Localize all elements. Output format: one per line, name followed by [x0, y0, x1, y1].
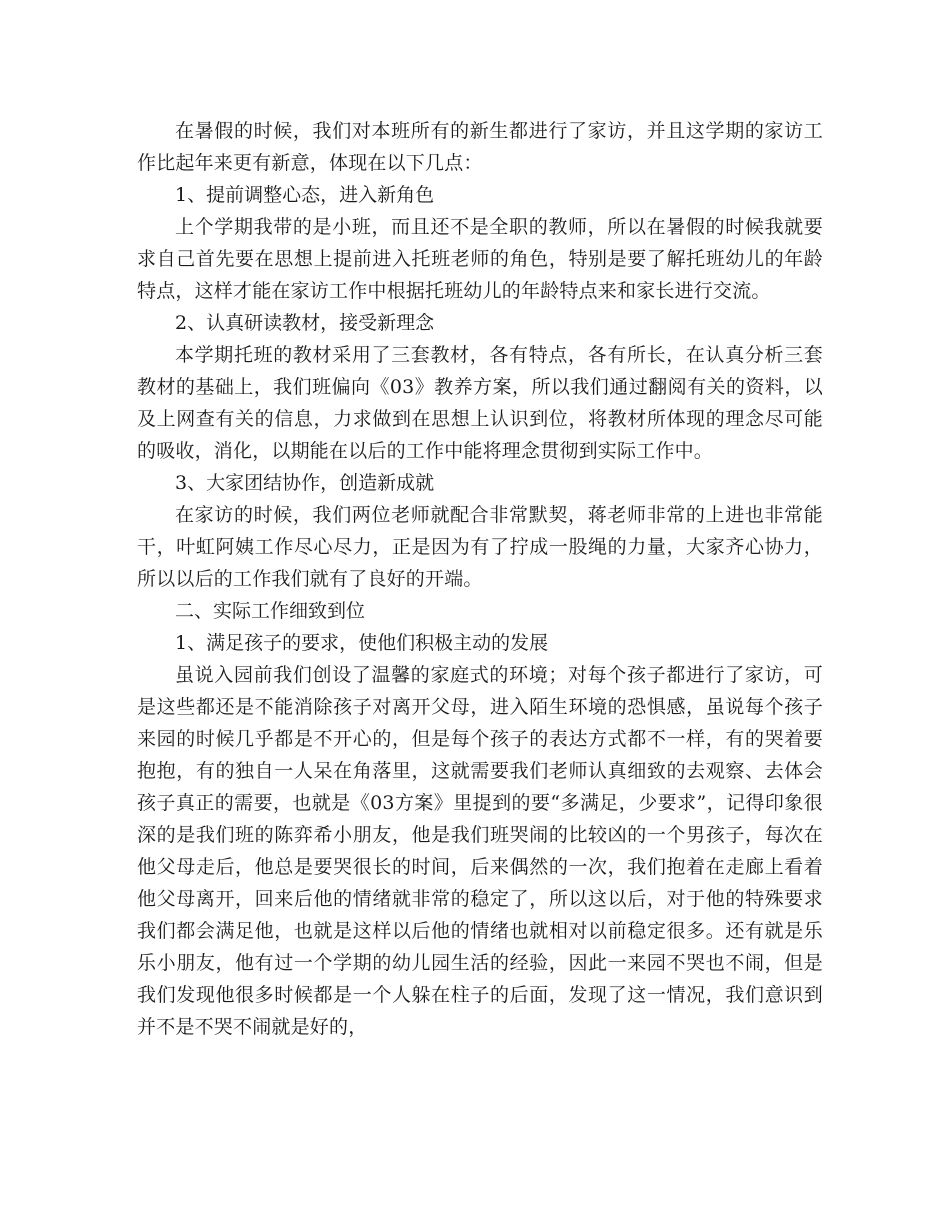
document-body	[137, 115, 823, 1043]
paragraph-meet-needs: 虽说入园前我们创设了温馨的家庭式的环境；对每个孩子都进行了家访，可是这些都还是不能消除孩子对离开父母，进入陌生环境的恐惧感，虽说每个孩子来园的时候几乎都是不开心的，但是每个孩子的表达方式都不一样，有的哭着要抱抱，有的独自一人呆在角落里，这就需要我们老师认真细致的去观察、去体会孩子真正的需要，也就是《03方案》里提到的要“多满足，少要求”，记得印象很深的是我们班的陈弈希小朋友，他是我们班哭闹的比较凶的一个男孩子，每次在他父母走后，他总是要哭很长的时间，后来偶然的一次，我们抱着在走廊上看着他父母离开，回来后他的情绪就非常的稳定了，所以这以后，对于他的特殊要求我们都会满足他，也就是这样以后他的情绪也就相对以前稳定很多。还有就是乐乐小朋友，他有过一个学期的幼儿园生活的经验，因此一来园不哭也不闹，但是我们发现他很多时候都是一个人躲在柱子的后面，发现了这一情况，我们意识到并不是不哭不闹就是好的，	[137, 664, 823, 1038]
paragraph-adjust-mindset: 上个学期我带的是小班，而且还不是全职的教师，所以在暑假的时候我就要求自己首先要在思想上提前进入托班老师的角色，特别是要了解托班幼儿的年龄特点，这样才能在家访工作中根据托班幼儿的年龄特点来和家长进行交流。	[137, 216, 823, 302]
paragraph-teamwork: 在家访的时候，我们两位老师就配合非常默契，蒋老师非常的上进也非常能干，叶虹阿姨工作尽心尽力，正是因为有了拧成一股绳的力量，大家齐心协力，所以以后的工作我们就有了良好的开端。	[137, 504, 823, 590]
paragraph-intro: 在暑假的时候，我们对本班所有的新生都进行了家访，并且这学期的家访工作比起年来更有新意，体现在以下几点：	[137, 120, 823, 174]
paragraph-study-materials: 本学期托班的教材采用了三套教材，各有特点，各有所长，在认真分析三套教材的基础上，我们班偏向《03》教养方案，所以我们通过翻阅有关的资料，以及上网查有关的信息，力求做到在思想上认识到位，将教材所体现的理念尽可能的吸收，消化，以期能在以后的工作中能将理念贯彻到实际工作中。	[137, 344, 823, 462]
heading-study-materials: 2、认真研读教材，接受新理念	[175, 312, 435, 334]
heading-adjust-mindset: 1、提前调整心态，进入新角色	[175, 184, 435, 206]
heading-meet-needs: 1、满足孩子的要求，使他们积极主动的发展	[175, 632, 549, 654]
heading-section-two: 二、实际工作细致到位	[175, 600, 366, 622]
heading-teamwork: 3、大家团结协作，创造新成就	[175, 472, 435, 494]
